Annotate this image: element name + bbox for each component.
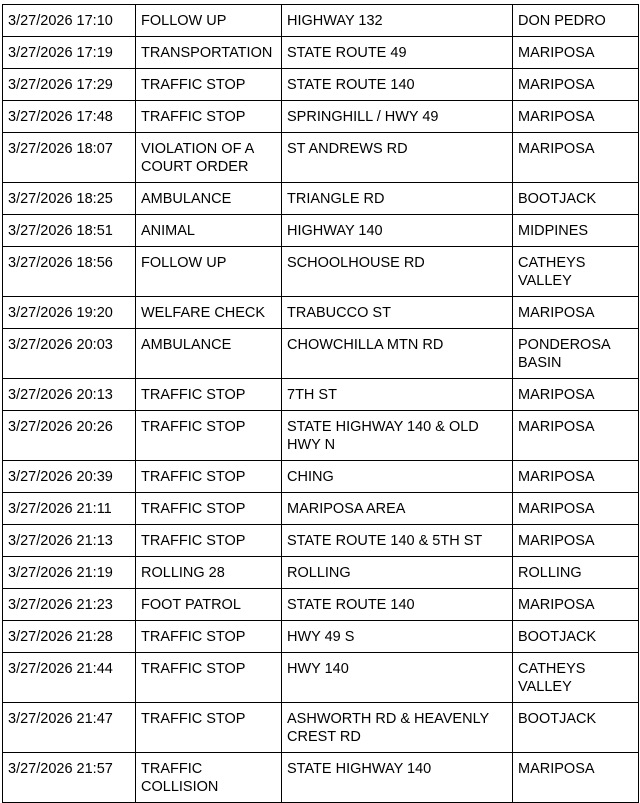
location-cell: SPRINGHILL / HWY 49 xyxy=(282,101,513,133)
table-row xyxy=(3,101,639,133)
table-row xyxy=(3,621,639,653)
table-row xyxy=(3,653,639,703)
call-type-cell: ANIMAL xyxy=(136,215,282,247)
call-type-cell: TRAFFIC STOP xyxy=(136,621,282,653)
location-cell: HWY 49 S xyxy=(282,621,513,653)
community-cell: MARIPOSA xyxy=(513,493,639,525)
location-cell: STATE ROUTE 140 & 5TH ST xyxy=(282,525,513,557)
location-cell: STATE HIGHWAY 140 & OLD HWY N xyxy=(282,411,513,461)
community-cell: MARIPOSA xyxy=(513,589,639,621)
call-type-cell: TRAFFIC STOP xyxy=(136,653,282,703)
datetime-cell: 3/27/2026 21:44 xyxy=(3,653,136,703)
community-cell: MIDPINES xyxy=(513,215,639,247)
datetime-cell: 3/27/2026 20:03 xyxy=(3,329,136,379)
table-row xyxy=(3,589,639,621)
community-cell: CATHEYS VALLEY xyxy=(513,247,639,297)
call-type-cell: TRAFFIC STOP xyxy=(136,411,282,461)
datetime-cell: 3/27/2026 17:10 xyxy=(3,5,136,37)
datetime-cell: 3/27/2026 21:13 xyxy=(3,525,136,557)
datetime-cell: 3/27/2026 17:19 xyxy=(3,37,136,69)
call-type-cell: TRAFFIC STOP xyxy=(136,703,282,753)
call-type-cell: TRAFFIC STOP xyxy=(136,493,282,525)
location-cell: MARIPOSA AREA xyxy=(282,493,513,525)
community-cell: MARIPOSA xyxy=(513,753,639,803)
location-cell: ASHWORTH RD & HEAVENLY CREST RD xyxy=(282,703,513,753)
table-row xyxy=(3,493,639,525)
location-cell: ST ANDREWS RD xyxy=(282,133,513,183)
datetime-cell: 3/27/2026 19:20 xyxy=(3,297,136,329)
location-cell: ROLLING xyxy=(282,557,513,589)
community-cell: MARIPOSA xyxy=(513,525,639,557)
datetime-cell: 3/27/2026 21:19 xyxy=(3,557,136,589)
community-cell: ROLLING xyxy=(513,557,639,589)
table-row xyxy=(3,329,639,379)
call-type-cell: TRAFFIC STOP xyxy=(136,525,282,557)
table-row xyxy=(3,37,639,69)
table-row xyxy=(3,69,639,101)
datetime-cell: 3/27/2026 21:23 xyxy=(3,589,136,621)
call-type-cell: TRANSPORTATION xyxy=(136,37,282,69)
datetime-cell: 3/27/2026 21:28 xyxy=(3,621,136,653)
location-cell: HIGHWAY 140 xyxy=(282,215,513,247)
call-type-cell: TRAFFIC STOP xyxy=(136,101,282,133)
location-cell: CHING xyxy=(282,461,513,493)
call-type-cell: AMBULANCE xyxy=(136,183,282,215)
location-cell: STATE ROUTE 140 xyxy=(282,69,513,101)
call-type-cell: TRAFFIC STOP xyxy=(136,379,282,411)
call-type-cell: VIOLATION OF A COURT ORDER xyxy=(136,133,282,183)
table-row xyxy=(3,379,639,411)
community-cell: MARIPOSA xyxy=(513,37,639,69)
call-type-cell: TRAFFIC STOP xyxy=(136,461,282,493)
location-cell: SCHOOLHOUSE RD xyxy=(282,247,513,297)
call-type-cell: FOLLOW UP xyxy=(136,247,282,297)
table-row xyxy=(3,753,639,803)
community-cell: BOOTJACK xyxy=(513,621,639,653)
datetime-cell: 3/27/2026 18:07 xyxy=(3,133,136,183)
call-type-cell: TRAFFIC COLLISION xyxy=(136,753,282,803)
datetime-cell: 3/27/2026 17:48 xyxy=(3,101,136,133)
location-cell: HIGHWAY 132 xyxy=(282,5,513,37)
table-row xyxy=(3,461,639,493)
location-cell: STATE HIGHWAY 140 xyxy=(282,753,513,803)
call-type-cell: FOLLOW UP xyxy=(136,5,282,37)
location-cell: CHOWCHILLA MTN RD xyxy=(282,329,513,379)
call-log-table xyxy=(2,4,639,803)
location-cell: HWY 140 xyxy=(282,653,513,703)
community-cell: MARIPOSA xyxy=(513,379,639,411)
datetime-cell: 3/27/2026 21:47 xyxy=(3,703,136,753)
location-cell: 7TH ST xyxy=(282,379,513,411)
call-type-cell: FOOT PATROL xyxy=(136,589,282,621)
community-cell: MARIPOSA xyxy=(513,411,639,461)
datetime-cell: 3/27/2026 18:51 xyxy=(3,215,136,247)
datetime-cell: 3/27/2026 17:29 xyxy=(3,69,136,101)
table-row xyxy=(3,183,639,215)
table-row xyxy=(3,133,639,183)
call-type-cell: TRAFFIC STOP xyxy=(136,69,282,101)
location-cell: STATE ROUTE 49 xyxy=(282,37,513,69)
call-type-cell: AMBULANCE xyxy=(136,329,282,379)
table-row xyxy=(3,215,639,247)
datetime-cell: 3/27/2026 18:25 xyxy=(3,183,136,215)
table-row xyxy=(3,297,639,329)
location-cell: TRIANGLE RD xyxy=(282,183,513,215)
community-cell: MARIPOSA xyxy=(513,101,639,133)
community-cell: MARIPOSA xyxy=(513,133,639,183)
table-row xyxy=(3,411,639,461)
community-cell: DON PEDRO xyxy=(513,5,639,37)
datetime-cell: 3/27/2026 20:13 xyxy=(3,379,136,411)
datetime-cell: 3/27/2026 20:39 xyxy=(3,461,136,493)
location-cell: TRABUCCO ST xyxy=(282,297,513,329)
community-cell: BOOTJACK xyxy=(513,183,639,215)
datetime-cell: 3/27/2026 21:11 xyxy=(3,493,136,525)
table-row xyxy=(3,703,639,753)
call-type-cell: ROLLING 28 xyxy=(136,557,282,589)
table-row xyxy=(3,525,639,557)
datetime-cell: 3/27/2026 18:56 xyxy=(3,247,136,297)
table-row xyxy=(3,557,639,589)
table-row xyxy=(3,247,639,297)
community-cell: MARIPOSA xyxy=(513,461,639,493)
call-log-body xyxy=(3,5,639,803)
call-type-cell: WELFARE CHECK xyxy=(136,297,282,329)
community-cell: MARIPOSA xyxy=(513,69,639,101)
datetime-cell: 3/27/2026 21:57 xyxy=(3,753,136,803)
location-cell: STATE ROUTE 140 xyxy=(282,589,513,621)
table-row xyxy=(3,5,639,37)
datetime-cell: 3/27/2026 20:26 xyxy=(3,411,136,461)
community-cell: CATHEYS VALLEY xyxy=(513,653,639,703)
community-cell: BOOTJACK xyxy=(513,703,639,753)
community-cell: MARIPOSA xyxy=(513,297,639,329)
community-cell: PONDEROSA BASIN xyxy=(513,329,639,379)
